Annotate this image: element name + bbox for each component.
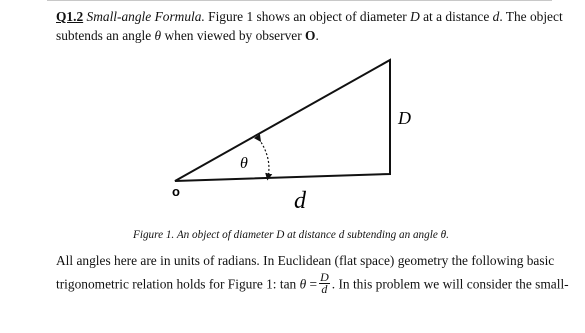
triangle [175,60,390,181]
body-paragraph-1: All angles here are in units of radians. In Euclidean (flat space) geometry the following basic [56,253,555,268]
equals-sign: = [306,276,318,292]
distance-label: d [294,188,306,214]
angle-label: θ [240,155,248,172]
question-text: subtends an angle [56,28,155,43]
variable-theta: θ [299,276,307,292]
observer-name: O [305,28,316,43]
body-text: . In this problem we will consider the small- [331,276,569,292]
question-text: . The object [499,9,563,24]
figure-caption: Figure 1. An object of diameter D at distance d subtending an angle θ. [133,229,449,241]
question-number: Q1.2 [56,9,84,24]
fraction-denominator: d [321,282,328,296]
fraction-numerator: D [320,270,329,284]
variable-D: D [410,9,420,24]
topic-title: Small-angle Formula. [86,9,205,24]
body-text: trigonometric relation holds for Figure 1: tan [56,276,300,292]
angle-arc [259,139,269,177]
fraction [319,272,330,295]
variable-d: d [492,9,500,24]
diameter-label: D [398,108,411,128]
body-paragraph-2 [56,270,569,297]
question-text: when viewed by observer [161,28,306,43]
question-text: at a distance [419,9,493,24]
question-text: Figure 1 shows an object of diameter [204,9,411,24]
variable-theta: θ [154,28,162,43]
observer-label: o [172,184,180,199]
question-text: . [315,28,319,43]
